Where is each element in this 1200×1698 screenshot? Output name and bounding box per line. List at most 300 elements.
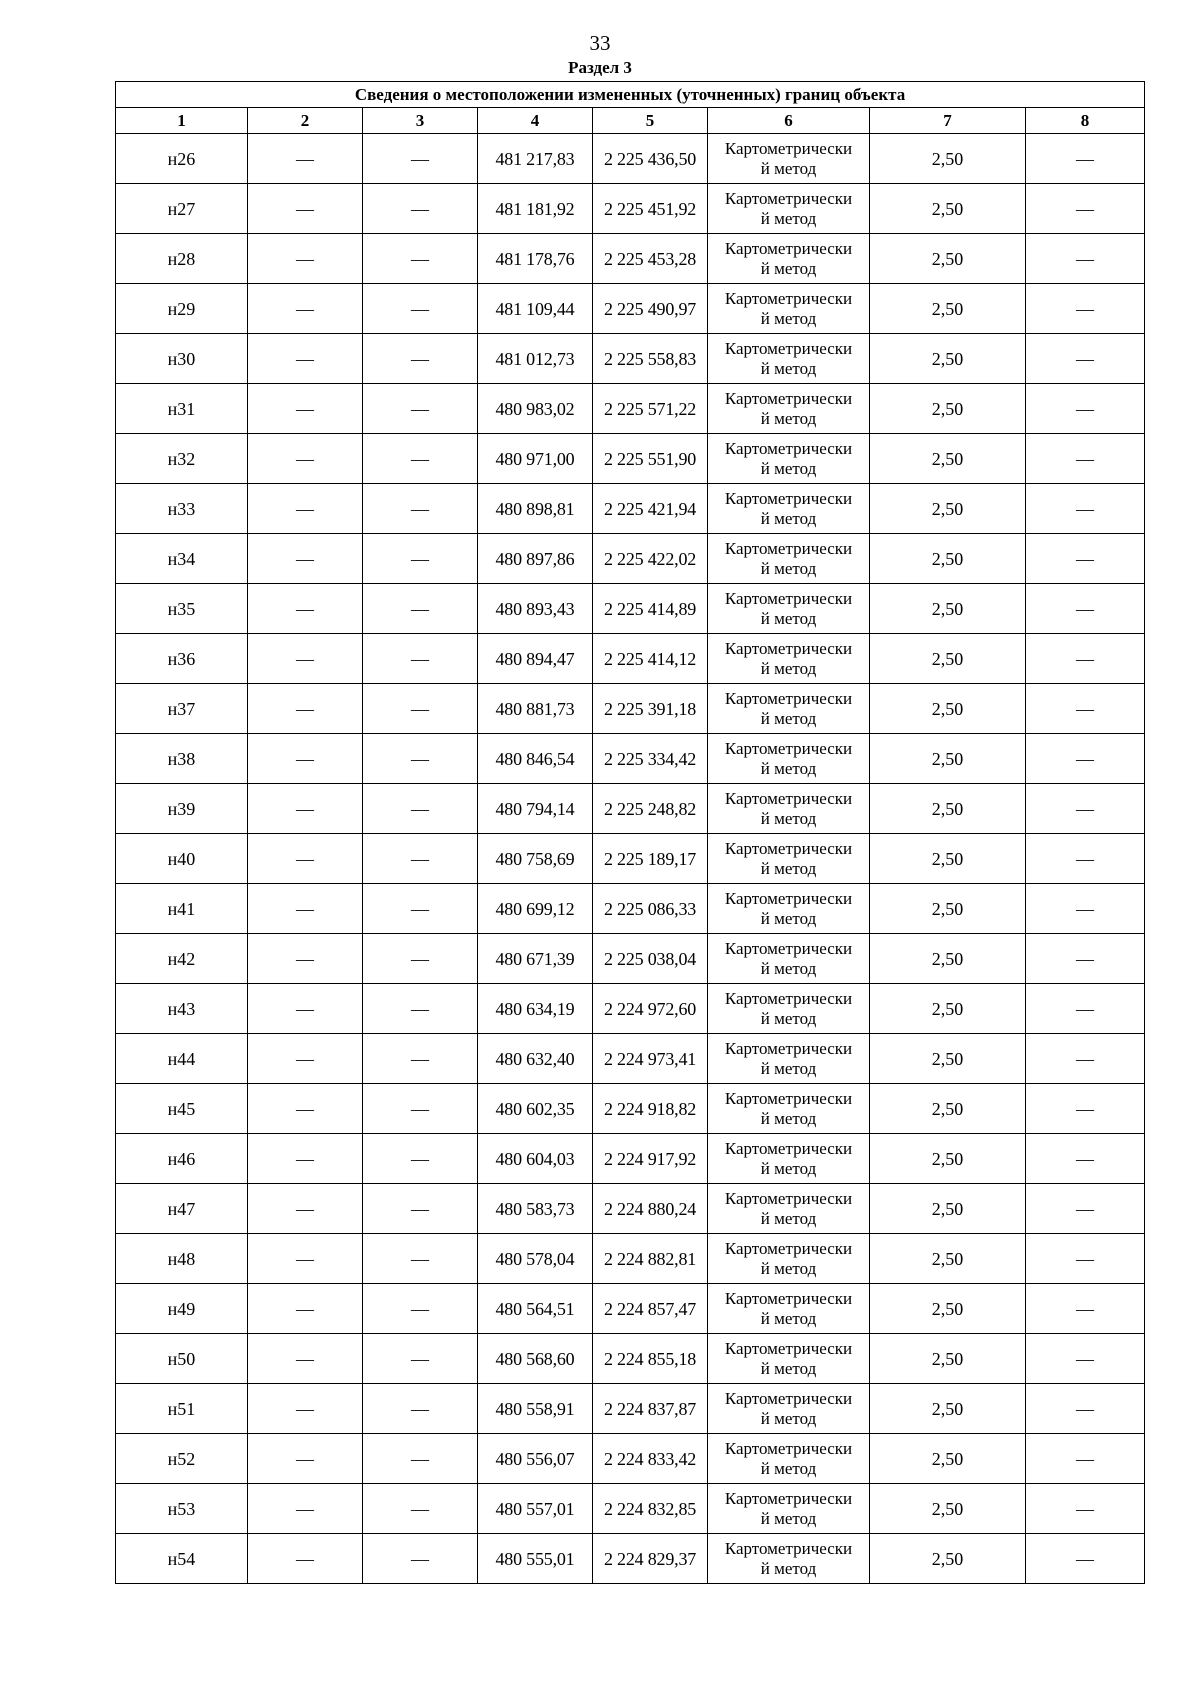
column-8-cell: — bbox=[1026, 734, 1145, 784]
method-line-2: й метод bbox=[760, 158, 817, 178]
column-3-cell: — bbox=[363, 884, 478, 934]
method-line-2: й метод bbox=[760, 708, 817, 728]
x-coordinate-cell: 480 846,54 bbox=[478, 734, 593, 784]
method-line-1: Картометрически bbox=[724, 738, 853, 758]
column-8-cell: — bbox=[1026, 1484, 1145, 1534]
column-3-cell: — bbox=[363, 684, 478, 734]
column-2-cell: — bbox=[248, 1234, 363, 1284]
method-cell bbox=[708, 1384, 870, 1434]
y-coordinate-cell: 2 225 189,17 bbox=[593, 834, 708, 884]
column-8-cell: — bbox=[1026, 934, 1145, 984]
point-id-cell: н26 bbox=[116, 134, 248, 184]
method-cell bbox=[708, 384, 870, 434]
point-id-cell: н39 bbox=[116, 784, 248, 834]
method-line-1: Картометрически bbox=[724, 688, 853, 708]
method-line-1: Картометрически bbox=[724, 388, 853, 408]
column-3-cell: — bbox=[363, 734, 478, 784]
method-cell bbox=[708, 984, 870, 1034]
accuracy-cell: 2,50 bbox=[870, 1234, 1026, 1284]
table-row bbox=[116, 134, 1145, 184]
column-number-row bbox=[116, 108, 1145, 134]
column-number-3: 3 bbox=[363, 108, 478, 134]
method-cell bbox=[708, 134, 870, 184]
point-id-cell: н53 bbox=[116, 1484, 248, 1534]
column-3-cell: — bbox=[363, 384, 478, 434]
accuracy-cell: 2,50 bbox=[870, 634, 1026, 684]
table-row bbox=[116, 234, 1145, 284]
column-8-cell: — bbox=[1026, 684, 1145, 734]
column-8-cell: — bbox=[1026, 384, 1145, 434]
column-8-cell: — bbox=[1026, 334, 1145, 384]
method-cell bbox=[708, 534, 870, 584]
y-coordinate-cell: 2 225 490,97 bbox=[593, 284, 708, 334]
y-coordinate-cell: 2 224 973,41 bbox=[593, 1034, 708, 1084]
point-id-cell: н45 bbox=[116, 1084, 248, 1134]
table-row bbox=[116, 1184, 1145, 1234]
column-3-cell: — bbox=[363, 134, 478, 184]
column-2-cell: — bbox=[248, 1134, 363, 1184]
column-8-cell: — bbox=[1026, 1384, 1145, 1434]
x-coordinate-cell: 480 894,47 bbox=[478, 634, 593, 684]
method-line-2: й метод bbox=[760, 558, 817, 578]
column-2-cell: — bbox=[248, 784, 363, 834]
column-2-cell: — bbox=[248, 134, 363, 184]
accuracy-cell: 2,50 bbox=[870, 284, 1026, 334]
method-cell bbox=[708, 1334, 870, 1384]
column-8-cell: — bbox=[1026, 984, 1145, 1034]
column-8-cell: — bbox=[1026, 1434, 1145, 1484]
y-coordinate-cell: 2 225 248,82 bbox=[593, 784, 708, 834]
x-coordinate-cell: 480 632,40 bbox=[478, 1034, 593, 1084]
method-line-2: й метод bbox=[760, 658, 817, 678]
y-coordinate-cell: 2 225 038,04 bbox=[593, 934, 708, 984]
column-8-cell: — bbox=[1026, 1134, 1145, 1184]
x-coordinate-cell: 480 568,60 bbox=[478, 1334, 593, 1384]
method-line-1: Картометрически bbox=[724, 188, 853, 208]
table-row bbox=[116, 1484, 1145, 1534]
point-id-cell: н28 bbox=[116, 234, 248, 284]
method-cell bbox=[708, 334, 870, 384]
method-line-2: й метод bbox=[760, 1508, 817, 1528]
column-8-cell: — bbox=[1026, 1334, 1145, 1384]
point-id-cell: н36 bbox=[116, 634, 248, 684]
y-coordinate-cell: 2 225 571,22 bbox=[593, 384, 708, 434]
method-line-2: й метод bbox=[760, 408, 817, 428]
method-line-1: Картометрически bbox=[724, 238, 853, 258]
table-caption: Сведения о местоположении измененных (уточненных) границ объекта bbox=[116, 82, 1145, 108]
y-coordinate-cell: 2 225 451,92 bbox=[593, 184, 708, 234]
column-3-cell: — bbox=[363, 1384, 478, 1434]
method-cell bbox=[708, 634, 870, 684]
column-number-7: 7 bbox=[870, 108, 1026, 134]
column-8-cell: — bbox=[1026, 1234, 1145, 1284]
y-coordinate-cell: 2 225 414,89 bbox=[593, 584, 708, 634]
method-line-2: й метод bbox=[760, 858, 817, 878]
accuracy-cell: 2,50 bbox=[870, 934, 1026, 984]
column-number-5: 5 bbox=[593, 108, 708, 134]
accuracy-cell: 2,50 bbox=[870, 1434, 1026, 1484]
table-row bbox=[116, 834, 1145, 884]
x-coordinate-cell: 480 634,19 bbox=[478, 984, 593, 1034]
accuracy-cell: 2,50 bbox=[870, 734, 1026, 784]
method-cell bbox=[708, 684, 870, 734]
y-coordinate-cell: 2 225 422,02 bbox=[593, 534, 708, 584]
method-cell bbox=[708, 1484, 870, 1534]
column-3-cell: — bbox=[363, 1284, 478, 1334]
method-cell bbox=[708, 1534, 870, 1584]
method-line-1: Картометрически bbox=[724, 1138, 853, 1158]
table-row bbox=[116, 1234, 1145, 1284]
x-coordinate-cell: 480 602,35 bbox=[478, 1084, 593, 1134]
column-8-cell: — bbox=[1026, 484, 1145, 534]
method-line-1: Картометрически bbox=[724, 138, 853, 158]
point-id-cell: н38 bbox=[116, 734, 248, 784]
x-coordinate-cell: 480 555,01 bbox=[478, 1534, 593, 1584]
method-line-2: й метод bbox=[760, 1258, 817, 1278]
column-number-8: 8 bbox=[1026, 108, 1145, 134]
point-id-cell: н48 bbox=[116, 1234, 248, 1284]
point-id-cell: н35 bbox=[116, 584, 248, 634]
accuracy-cell: 2,50 bbox=[870, 1084, 1026, 1134]
accuracy-cell: 2,50 bbox=[870, 484, 1026, 534]
x-coordinate-cell: 480 583,73 bbox=[478, 1184, 593, 1234]
table-row bbox=[116, 284, 1145, 334]
column-8-cell: — bbox=[1026, 184, 1145, 234]
method-line-1: Картометрически bbox=[724, 288, 853, 308]
method-cell bbox=[708, 1234, 870, 1284]
y-coordinate-cell: 2 225 334,42 bbox=[593, 734, 708, 784]
table-row bbox=[116, 584, 1145, 634]
x-coordinate-cell: 480 604,03 bbox=[478, 1134, 593, 1184]
method-line-1: Картометрически bbox=[724, 938, 853, 958]
method-line-1: Картометрически bbox=[724, 888, 853, 908]
column-2-cell: — bbox=[248, 434, 363, 484]
column-8-cell: — bbox=[1026, 834, 1145, 884]
column-3-cell: — bbox=[363, 834, 478, 884]
method-cell bbox=[708, 1034, 870, 1084]
column-8-cell: — bbox=[1026, 534, 1145, 584]
table-row bbox=[116, 1034, 1145, 1084]
accuracy-cell: 2,50 bbox=[870, 234, 1026, 284]
x-coordinate-cell: 480 897,86 bbox=[478, 534, 593, 584]
point-id-cell: н47 bbox=[116, 1184, 248, 1234]
column-3-cell: — bbox=[363, 234, 478, 284]
method-line-2: й метод bbox=[760, 1008, 817, 1028]
method-line-1: Картометрически bbox=[724, 1388, 853, 1408]
column-2-cell: — bbox=[248, 284, 363, 334]
point-id-cell: н46 bbox=[116, 1134, 248, 1184]
column-2-cell: — bbox=[248, 884, 363, 934]
point-id-cell: н40 bbox=[116, 834, 248, 884]
point-id-cell: н41 bbox=[116, 884, 248, 934]
column-2-cell: — bbox=[248, 684, 363, 734]
table-row bbox=[116, 634, 1145, 684]
column-2-cell: — bbox=[248, 984, 363, 1034]
table-row bbox=[116, 1334, 1145, 1384]
x-coordinate-cell: 480 893,43 bbox=[478, 584, 593, 634]
x-coordinate-cell: 480 699,12 bbox=[478, 884, 593, 934]
method-line-1: Картометрически bbox=[724, 1538, 853, 1558]
point-id-cell: н42 bbox=[116, 934, 248, 984]
method-cell bbox=[708, 834, 870, 884]
accuracy-cell: 2,50 bbox=[870, 1384, 1026, 1434]
column-2-cell: — bbox=[248, 734, 363, 784]
x-coordinate-cell: 480 564,51 bbox=[478, 1284, 593, 1334]
column-8-cell: — bbox=[1026, 134, 1145, 184]
column-8-cell: — bbox=[1026, 784, 1145, 834]
method-line-1: Картометрически bbox=[724, 588, 853, 608]
x-coordinate-cell: 481 109,44 bbox=[478, 284, 593, 334]
accuracy-cell: 2,50 bbox=[870, 884, 1026, 934]
column-2-cell: — bbox=[248, 834, 363, 884]
column-2-cell: — bbox=[248, 1434, 363, 1484]
accuracy-cell: 2,50 bbox=[870, 434, 1026, 484]
point-id-cell: н52 bbox=[116, 1434, 248, 1484]
method-cell bbox=[708, 284, 870, 334]
method-line-1: Картометрически bbox=[724, 788, 853, 808]
accuracy-cell: 2,50 bbox=[870, 984, 1026, 1034]
table-row bbox=[116, 884, 1145, 934]
accuracy-cell: 2,50 bbox=[870, 834, 1026, 884]
column-3-cell: — bbox=[363, 784, 478, 834]
column-2-cell: — bbox=[248, 234, 363, 284]
method-line-2: й метод bbox=[760, 908, 817, 928]
point-id-cell: н44 bbox=[116, 1034, 248, 1084]
accuracy-cell: 2,50 bbox=[870, 784, 1026, 834]
method-cell bbox=[708, 884, 870, 934]
y-coordinate-cell: 2 224 882,81 bbox=[593, 1234, 708, 1284]
y-coordinate-cell: 2 225 421,94 bbox=[593, 484, 708, 534]
column-3-cell: — bbox=[363, 484, 478, 534]
column-3-cell: — bbox=[363, 1184, 478, 1234]
method-cell bbox=[708, 1134, 870, 1184]
column-3-cell: — bbox=[363, 334, 478, 384]
y-coordinate-cell: 2 225 391,18 bbox=[593, 684, 708, 734]
y-coordinate-cell: 2 224 833,42 bbox=[593, 1434, 708, 1484]
method-cell bbox=[708, 1434, 870, 1484]
column-8-cell: — bbox=[1026, 234, 1145, 284]
column-3-cell: — bbox=[363, 1534, 478, 1584]
table-row bbox=[116, 434, 1145, 484]
x-coordinate-cell: 480 558,91 bbox=[478, 1384, 593, 1434]
point-id-cell: н32 bbox=[116, 434, 248, 484]
page-number: 33 bbox=[589, 31, 611, 55]
point-id-cell: н33 bbox=[116, 484, 248, 534]
x-coordinate-cell: 481 012,73 bbox=[478, 334, 593, 384]
column-3-cell: — bbox=[363, 184, 478, 234]
column-8-cell: — bbox=[1026, 284, 1145, 334]
method-cell bbox=[708, 1184, 870, 1234]
y-coordinate-cell: 2 224 829,37 bbox=[593, 1534, 708, 1584]
table-row bbox=[116, 384, 1145, 434]
accuracy-cell: 2,50 bbox=[870, 584, 1026, 634]
accuracy-cell: 2,50 bbox=[870, 1284, 1026, 1334]
table-row bbox=[116, 984, 1145, 1034]
column-3-cell: — bbox=[363, 1234, 478, 1284]
method-line-1: Картометрически bbox=[724, 488, 853, 508]
method-line-2: й метод bbox=[760, 1358, 817, 1378]
column-3-cell: — bbox=[363, 1134, 478, 1184]
x-coordinate-cell: 480 671,39 bbox=[478, 934, 593, 984]
method-line-2: й метод bbox=[760, 358, 817, 378]
column-3-cell: — bbox=[363, 584, 478, 634]
y-coordinate-cell: 2 224 972,60 bbox=[593, 984, 708, 1034]
column-3-cell: — bbox=[363, 634, 478, 684]
method-cell bbox=[708, 184, 870, 234]
method-line-1: Картометрически bbox=[724, 988, 853, 1008]
column-2-cell: — bbox=[248, 584, 363, 634]
method-cell bbox=[708, 1284, 870, 1334]
method-line-2: й метод bbox=[760, 958, 817, 978]
accuracy-cell: 2,50 bbox=[870, 1134, 1026, 1184]
table-row bbox=[116, 334, 1145, 384]
column-3-cell: — bbox=[363, 984, 478, 1034]
accuracy-cell: 2,50 bbox=[870, 534, 1026, 584]
column-2-cell: — bbox=[248, 634, 363, 684]
point-id-cell: н49 bbox=[116, 1284, 248, 1334]
column-8-cell: — bbox=[1026, 434, 1145, 484]
table-row bbox=[116, 1084, 1145, 1134]
point-id-cell: н29 bbox=[116, 284, 248, 334]
accuracy-cell: 2,50 bbox=[870, 684, 1026, 734]
x-coordinate-cell: 480 983,02 bbox=[478, 384, 593, 434]
table-row bbox=[116, 934, 1145, 984]
method-line-2: й метод bbox=[760, 758, 817, 778]
table-row bbox=[116, 534, 1145, 584]
method-line-1: Картометрически bbox=[724, 638, 853, 658]
table-row bbox=[116, 184, 1145, 234]
method-line-2: й метод bbox=[760, 1108, 817, 1128]
y-coordinate-cell: 2 225 551,90 bbox=[593, 434, 708, 484]
y-coordinate-cell: 2 225 436,50 bbox=[593, 134, 708, 184]
point-id-cell: н54 bbox=[116, 1534, 248, 1584]
y-coordinate-cell: 2 225 558,83 bbox=[593, 334, 708, 384]
method-line-1: Картометрически bbox=[724, 1038, 853, 1058]
column-2-cell: — bbox=[248, 1184, 363, 1234]
column-number-2: 2 bbox=[248, 108, 363, 134]
y-coordinate-cell: 2 224 855,18 bbox=[593, 1334, 708, 1384]
column-2-cell: — bbox=[248, 1084, 363, 1134]
column-3-cell: — bbox=[363, 534, 478, 584]
y-coordinate-cell: 2 224 918,82 bbox=[593, 1084, 708, 1134]
table-row bbox=[116, 784, 1145, 834]
method-line-2: й метод bbox=[760, 1558, 817, 1578]
point-id-cell: н51 bbox=[116, 1384, 248, 1434]
method-line-1: Картометрически bbox=[724, 1488, 853, 1508]
column-2-cell: — bbox=[248, 334, 363, 384]
x-coordinate-cell: 480 898,81 bbox=[478, 484, 593, 534]
column-3-cell: — bbox=[363, 1334, 478, 1384]
table-row bbox=[116, 684, 1145, 734]
method-line-1: Картометрически bbox=[724, 1238, 853, 1258]
boundary-coordinates-table bbox=[115, 81, 1145, 1584]
y-coordinate-cell: 2 224 880,24 bbox=[593, 1184, 708, 1234]
method-cell bbox=[708, 1084, 870, 1134]
accuracy-cell: 2,50 bbox=[870, 1484, 1026, 1534]
table-row bbox=[116, 1434, 1145, 1484]
accuracy-cell: 2,50 bbox=[870, 1034, 1026, 1084]
table-row bbox=[116, 1134, 1145, 1184]
y-coordinate-cell: 2 224 832,85 bbox=[593, 1484, 708, 1534]
x-coordinate-cell: 480 578,04 bbox=[478, 1234, 593, 1284]
column-2-cell: — bbox=[248, 1284, 363, 1334]
method-cell bbox=[708, 434, 870, 484]
column-8-cell: — bbox=[1026, 1284, 1145, 1334]
method-line-1: Картометрически bbox=[724, 538, 853, 558]
x-coordinate-cell: 480 971,00 bbox=[478, 434, 593, 484]
accuracy-cell: 2,50 bbox=[870, 184, 1026, 234]
column-number-6: 6 bbox=[708, 108, 870, 134]
accuracy-cell: 2,50 bbox=[870, 334, 1026, 384]
method-line-1: Картометрически bbox=[724, 838, 853, 858]
method-line-2: й метод bbox=[760, 1208, 817, 1228]
table-row bbox=[116, 734, 1145, 784]
column-8-cell: — bbox=[1026, 584, 1145, 634]
method-line-2: й метод bbox=[760, 808, 817, 828]
column-2-cell: — bbox=[248, 1334, 363, 1384]
column-3-cell: — bbox=[363, 434, 478, 484]
accuracy-cell: 2,50 bbox=[870, 1334, 1026, 1384]
method-cell bbox=[708, 784, 870, 834]
point-id-cell: н43 bbox=[116, 984, 248, 1034]
method-cell bbox=[708, 934, 870, 984]
column-number-1: 1 bbox=[116, 108, 248, 134]
x-coordinate-cell: 480 881,73 bbox=[478, 684, 593, 734]
y-coordinate-cell: 2 224 837,87 bbox=[593, 1384, 708, 1434]
method-line-1: Картометрически bbox=[724, 338, 853, 358]
y-coordinate-cell: 2 225 453,28 bbox=[593, 234, 708, 284]
method-line-1: Картометрически bbox=[724, 1088, 853, 1108]
table-row bbox=[116, 1284, 1145, 1334]
column-2-cell: — bbox=[248, 534, 363, 584]
column-2-cell: — bbox=[248, 184, 363, 234]
method-line-1: Картометрически bbox=[724, 438, 853, 458]
table-row bbox=[116, 1384, 1145, 1434]
x-coordinate-cell: 480 794,14 bbox=[478, 784, 593, 834]
x-coordinate-cell: 481 181,92 bbox=[478, 184, 593, 234]
column-2-cell: — bbox=[248, 1384, 363, 1434]
column-3-cell: — bbox=[363, 284, 478, 334]
method-line-2: й метод bbox=[760, 458, 817, 478]
x-coordinate-cell: 481 178,76 bbox=[478, 234, 593, 284]
method-line-1: Картометрически bbox=[724, 1338, 853, 1358]
point-id-cell: н50 bbox=[116, 1334, 248, 1384]
method-line-2: й метод bbox=[760, 1158, 817, 1178]
y-coordinate-cell: 2 225 086,33 bbox=[593, 884, 708, 934]
table-row bbox=[116, 484, 1145, 534]
point-id-cell: н30 bbox=[116, 334, 248, 384]
point-id-cell: н37 bbox=[116, 684, 248, 734]
column-8-cell: — bbox=[1026, 1084, 1145, 1134]
point-id-cell: н34 bbox=[116, 534, 248, 584]
column-3-cell: — bbox=[363, 1084, 478, 1134]
point-id-cell: н31 bbox=[116, 384, 248, 434]
x-coordinate-cell: 480 758,69 bbox=[478, 834, 593, 884]
accuracy-cell: 2,50 bbox=[870, 1184, 1026, 1234]
method-line-1: Картометрически bbox=[724, 1438, 853, 1458]
column-3-cell: — bbox=[363, 934, 478, 984]
column-2-cell: — bbox=[248, 484, 363, 534]
table-row bbox=[116, 1534, 1145, 1584]
method-line-2: й метод bbox=[760, 258, 817, 278]
column-2-cell: — bbox=[248, 384, 363, 434]
column-3-cell: — bbox=[363, 1434, 478, 1484]
column-2-cell: — bbox=[248, 1034, 363, 1084]
x-coordinate-cell: 481 217,83 bbox=[478, 134, 593, 184]
y-coordinate-cell: 2 224 917,92 bbox=[593, 1134, 708, 1184]
column-2-cell: — bbox=[248, 934, 363, 984]
accuracy-cell: 2,50 bbox=[870, 1534, 1026, 1584]
